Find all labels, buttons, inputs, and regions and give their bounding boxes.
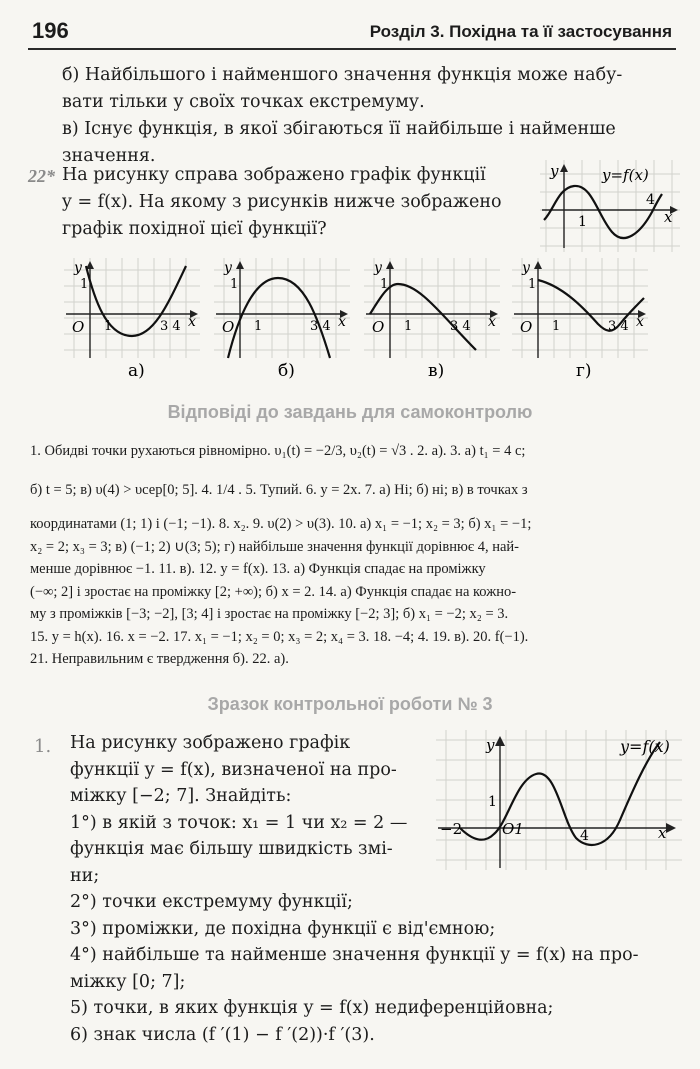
intro-line2: функції y = f(x), визначеної на про- [70,759,397,780]
q4-line1: 4°) найбільше та найменше значення функції y = f(x) на про- [70,945,639,965]
tick-four: 4 [646,192,655,208]
option-graph-g [512,258,648,381]
item-b-line2: вати тільки у своїх точках екстремуму. [62,92,425,112]
q6: 6) знак числа (f ′(1) − f ′(2))·f ′(3). [70,1024,375,1045]
three-four-v: 3 4 [450,319,471,334]
option-graph-a [64,258,200,381]
y-label-g: y [522,260,530,276]
x-label-a: x [188,314,196,330]
sample-task-number: 1. [34,736,52,757]
derivative-curve-v [370,284,476,350]
x-label-b: x [338,314,346,330]
y-label: y [550,162,559,180]
caption-a: а) [128,361,145,381]
y-label-a: y [74,260,82,276]
sample-task-questions [70,889,680,1048]
caption-v: в) [428,361,445,381]
one-x-b: 1 [254,319,263,334]
previous-items [62,62,662,170]
sample-y-label: y [486,736,495,754]
sample-x-label: x [658,824,667,842]
task-22-line1: На рисунку справа зображено графік функції [62,165,486,185]
intro-line1: На рисунку зображено графік [70,733,351,753]
sample-task-intro [70,730,430,889]
header-rule [28,48,676,50]
q1-line3: ни; [70,865,100,886]
intro-line3: міжку [−2; 7]. Знайдіть: [70,786,292,806]
one-y-v: 1 [380,277,389,292]
task-22-main-graph [540,160,680,252]
x-label-v: x [488,314,496,330]
q4-line2: міжку [0; 7]; [70,971,186,992]
answers-line4: x₂ = 2; x₃ = 3; в) (−1; 2) ∪(3; 5); г) найбільше значення функції дорівнює 4, най- [30,538,519,555]
answers-line2: б) t = 5; в) υ(4) > υсер[0; 5]. 4. 1/4 . 5. Тупий. 6. y = 2x. 7. а) Ні; б) ні; в) в точках з [30,481,528,498]
task-22-line2: y = f(x). На якому з рисунків нижче зображено [62,192,502,212]
sample-one-y: 1 [488,794,497,810]
origin-a: O [72,318,85,336]
answers-section-title: Відповіді до завдань для самоконтролю [167,402,533,422]
caption-b: б) [278,361,295,381]
one-y-b: 1 [230,277,239,292]
option-graph-v [364,258,500,381]
sample-section-title: Зразок контрольної роботи № 3 [207,694,493,714]
origin-b: O [222,318,235,336]
y-label-v: y [374,260,382,276]
tick-one: 1 [578,214,587,230]
sample-origin-one: O1 [502,820,524,838]
one-y-a: 1 [80,277,89,292]
sample-x-axis-arrow [666,823,676,833]
task-22-text [62,162,532,243]
answers-line7: му з проміжків [−3; −2], [3; 4] і зростає на проміжку [−2; 3]; б) x₁ = −2; x₂ = 3. [30,606,509,622]
item-b-line1: б) Найбільшого і найменшого значення функція може набу- [62,65,623,85]
three-four-g: 3 4 [608,319,629,334]
q1-line2: функція має більшу швидкість змі- [70,839,393,859]
answers-line9: 21. Неправильним є твердження б). 22. а). [30,651,289,667]
option-graph-b [214,258,350,381]
answers-text [30,440,675,671]
sample-graph [436,730,682,870]
task-22-option-graphs [64,258,684,382]
answers-line3: координатами (1; 1) і (−1; −1). 8. x₂. 9. υ(2) > υ(3). 10. а) x₁ = −1; x₂ = 3; б) x₁ = −1; [30,516,532,532]
function-curve [544,186,662,238]
three-four-b: 3 4 [310,319,331,334]
one-x-g: 1 [552,319,561,334]
item-v-line2: значення. [62,146,156,166]
one-x-a: 1 [104,319,113,334]
answers-line8: 15. y = h(x). 16. x = −2. 17. x₁ = −1; x₂ = 0; x₃ = 2; x₄ = 3. 18. −4; 4. 19. в). 20. f(−1). [30,628,529,645]
q2: 2°) точки екстремуму функції; [70,892,353,912]
origin-v: O [372,318,385,336]
task-22-line3: графік похідної цієї функції? [62,219,327,239]
q3: 3°) проміжки, де похідна функції є від'ємною; [70,918,496,939]
answers-line1: 1. Обидві точки рухаються рівномірно. υ₁(t) = −2/3, υ₂(t) = √3 . 2. а). 3. а) t₁ = 4 с; [30,443,526,459]
sample-y-axis-arrow [495,736,505,746]
x-label-g: x [636,314,644,330]
origin-g: O [520,318,533,336]
sample-func-label: y=f(x) [620,737,670,756]
one-x-v: 1 [404,319,413,334]
func-label: y=f(x) [602,166,649,184]
answers-line6: (−∞; 2] і зростає на проміжку [2; +∞); б) x = 2. 14. а) Функція спадає на кожно- [30,583,517,600]
q1-line1: 1°) в якій з точок: x₁ = 1 чи x₂ = 2 — [70,812,408,833]
page-number: 196 [32,18,69,43]
y-label-b: y [224,260,232,276]
task-22-number: 22* [28,166,55,186]
q5: 5) точки, в яких функція y = f(x) недиференційовна; [70,998,554,1018]
sample-minus-two: −2 [440,820,463,838]
chapter-title: Розділ 3. Похідна та її застосування [369,22,672,41]
caption-g: г) [576,361,592,381]
one-y-g: 1 [528,277,537,292]
answers-line5: менше дорівнює −1. 11. в). 12. y = f(x). 13. а) Функція спадає на проміжку [30,561,486,577]
y-axis-arrow [560,164,568,172]
x-label: x [664,208,673,226]
sample-four: 4 [580,828,589,844]
three-four-a: 3 4 [160,319,181,334]
item-v-line1: в) Існує функція, в якої збігаються її найбільше і найменше [62,119,616,139]
